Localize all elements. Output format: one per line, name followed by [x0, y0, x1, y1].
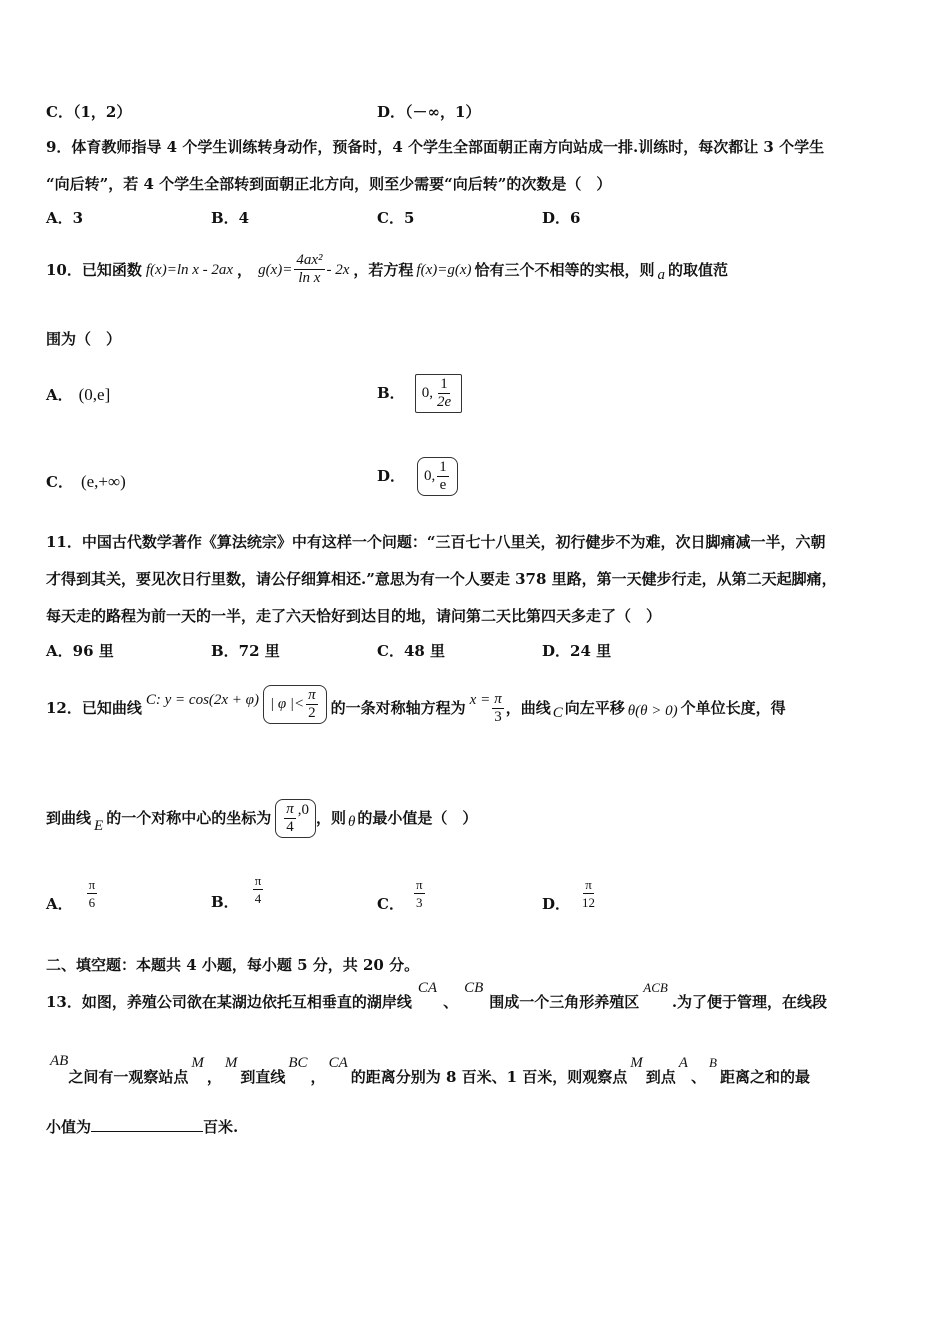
q10-option-b-num: 1: [440, 375, 448, 392]
q10-eq: f(x)=g(x): [416, 261, 472, 278]
q12-option-c-label: C．: [377, 894, 404, 913]
q11-line2: 才得到其关，要见次日行里数，请公仔细算相还.”意思为有一个人要走 378 里路，第一天健步行走，从第二天起脚痛，: [46, 570, 837, 588]
q9-line2: “向后转”，若 4 个学生全部转到面朝正北方向，则至少需要“向后转”的次数是（ ）: [46, 175, 612, 193]
q12-mid3: 向左平移: [564, 699, 625, 717]
q10-g-den: ln x: [298, 270, 321, 286]
q12-line2: [46, 790, 477, 846]
q10-option-a: [46, 385, 110, 405]
q12-option-b: [211, 872, 265, 911]
q10-option-d-num: 1: [439, 458, 447, 475]
q13-m3: M: [630, 1055, 643, 1071]
q10-option-d-label: D．: [377, 467, 406, 485]
q10-g-fraction: [294, 252, 324, 287]
q10-g-tail: - 2x: [326, 261, 350, 278]
q10-option-b-interval: [415, 374, 462, 413]
q12-option-a-label: A．: [46, 894, 73, 913]
q13-m2: M: [224, 1055, 238, 1071]
q10-option-b-left: 0,: [421, 385, 433, 401]
q13-prefix: 13．如图，养殖公司欲在某湖边依托互相垂直的湖岸线: [46, 993, 412, 1011]
q10-option-c: [46, 472, 126, 492]
q12-center-tail: ,0: [297, 802, 309, 818]
q12-center-fraction: [284, 801, 296, 836]
q10-option-b-label: B．: [377, 384, 405, 402]
q13-l2e: 距离之和的最: [719, 1068, 810, 1086]
q10-var: a: [657, 266, 666, 283]
q10-option-b: [377, 367, 462, 419]
q13-l2a: 之间有一观察站点: [68, 1068, 189, 1086]
q9-option-a: A．3: [46, 209, 84, 227]
q8-option-d: D．（－∞，1）: [377, 103, 481, 121]
q12-axis-lhs: x =: [469, 692, 491, 708]
q12-curve: C: y = cos(2x + φ): [145, 692, 259, 708]
q12-line2-after: ，则: [315, 809, 346, 827]
q12-option-b-den: 4: [254, 891, 262, 906]
q12-center: [275, 799, 316, 838]
q12-e: E: [94, 818, 104, 834]
q12-option-a: [46, 876, 99, 911]
q11-line3: 每天走的路程为前一天的一半，走了六天恰好到达目的地，请问第二天比第四天多走了（ ）: [46, 607, 662, 625]
q13-line3: [46, 1117, 238, 1137]
q13-acb: ACB: [643, 980, 668, 995]
q13-comma2: ，: [310, 1068, 326, 1086]
q13-bc: BC: [288, 1055, 308, 1071]
q10-option-b-fraction: [435, 376, 453, 411]
q10-line2: 围为（ ）: [46, 330, 122, 348]
q11-option-a: A．96 里: [46, 642, 114, 660]
q13-dun2: 、: [690, 1068, 706, 1086]
q12-option-c: [377, 876, 427, 911]
q12-c: C: [552, 705, 563, 721]
q13-line1: [46, 982, 827, 1012]
q10-mid: ，若方程: [353, 260, 414, 279]
q10-option-d-interval: [417, 457, 458, 496]
q13-m1: M: [191, 1055, 204, 1071]
q10-g-lhs: g(x)=: [258, 261, 293, 278]
q12-shift: θ(θ > 0): [627, 703, 678, 719]
q13-a: A: [678, 1055, 688, 1071]
q13-line2: [46, 1055, 810, 1087]
q13-l3a: 小值为: [46, 1118, 92, 1136]
q10-option-a-value: (0,e]: [78, 385, 111, 404]
q10-option-d-den: e: [439, 476, 447, 493]
q12-center-num: π: [286, 800, 294, 817]
q12-option-d: [542, 876, 599, 911]
q10-option-c-value: (e,+∞): [80, 472, 126, 491]
q13-comma: ，: [206, 1068, 222, 1086]
q13-l2d: 到点: [645, 1068, 676, 1086]
q12-option-a-den: 6: [88, 895, 96, 910]
q12-option-d-label: D．: [542, 894, 571, 913]
q12-cond-left: | φ |<: [269, 696, 305, 712]
q12-condition: [263, 685, 327, 724]
q12-option-c-den: 3: [415, 895, 423, 910]
q13-mid1: 围成一个三角形养殖区: [489, 993, 640, 1011]
q12-line1: [46, 680, 786, 736]
section2-title: 二、填空题：本题共 4 小题，每小题 5 分，共 20 分。: [46, 956, 420, 974]
q12-axis-fraction: [492, 691, 504, 726]
q10-option-b-den: 2e: [436, 393, 452, 410]
q12-cond-fraction: [306, 687, 318, 722]
q12-axis-den: 3: [494, 708, 502, 725]
q12-option-d-fraction: [580, 876, 597, 911]
q12-option-b-num: π: [254, 873, 262, 888]
q12-cond-num: π: [308, 686, 316, 703]
q13-ca2: CA: [328, 1055, 348, 1071]
q10-g-num: 4ax²: [296, 252, 323, 268]
q13-ab: AB: [50, 1053, 69, 1069]
q10-line1: [46, 252, 728, 287]
answer-blank[interactable]: [91, 1117, 203, 1132]
q12-option-c-fraction: [414, 876, 425, 911]
q10-prefix: 10．已知函数: [46, 260, 142, 279]
q12-option-a-num: π: [88, 877, 96, 892]
q13-b: B: [708, 1055, 717, 1070]
q12-option-b-label: B．: [211, 892, 239, 911]
q11-option-d: D．24 里: [542, 642, 612, 660]
q13-l2c: 的距离分别为 8 百米、1 百米，则观察点: [350, 1068, 628, 1086]
q10-option-d-fraction: [437, 459, 449, 494]
q11-option-b: B．72 里: [211, 642, 280, 660]
q10-f-def: f(x)=ln x - 2ax: [145, 261, 234, 278]
q13-l2b: 到直线: [240, 1068, 286, 1086]
q12-center-den: 4: [286, 818, 294, 835]
q9-option-c: C．5: [377, 209, 415, 227]
q12-mid1: 的一条对称轴方程为: [330, 699, 466, 717]
q10-end: 的取值范: [668, 260, 729, 279]
q10-option-d: [377, 450, 458, 502]
q12-option-c-num: π: [415, 877, 423, 892]
q12-theta: θ: [347, 814, 356, 830]
q10-option-c-label: C．: [46, 473, 73, 491]
q9-line1: 9．体育教师指导 4 个学生训练转身动作，预备时，4 个学生全部面朝正南方向站成一排.训练时，每次都让 3 个学生: [46, 138, 825, 156]
q13-l3b: 百米.: [203, 1118, 239, 1136]
q13-ca: CA: [417, 980, 438, 996]
q11-line1: 11．中国古代数学著作《算法统宗》中有这样一个问题：“三百七十八里关，初行健步不为难，次日脚痛减一半，六朝: [46, 533, 826, 551]
q13-dun: 、: [443, 993, 459, 1011]
q12-option-d-num: π: [585, 877, 592, 892]
q11-option-c: C．48 里: [377, 642, 446, 660]
q12-mid2: ，曲线: [505, 699, 551, 717]
q12-end1: 个单位长度，得: [680, 699, 786, 717]
q12-prefix: 12．已知曲线: [46, 699, 142, 717]
q12-cond-den: 2: [308, 704, 316, 721]
q12-axis-num: π: [494, 690, 502, 707]
q12-line2-end: 的最小值是（ ）: [357, 809, 478, 827]
q8-option-c: C．（1，2）: [46, 103, 132, 121]
q13-end1: .为了便于管理，在线段: [671, 993, 828, 1011]
q10-after: 恰有三个不相等的实根，则: [474, 260, 655, 279]
q12-line2-prefix: 到曲线: [46, 809, 92, 827]
q10-option-d-left: 0,: [424, 468, 436, 484]
q10-option-a-label: A．: [46, 386, 73, 404]
q12-line2-mid: 的一个对称中心的坐标为: [106, 809, 272, 827]
q10-sep: ，: [237, 260, 253, 279]
q12-option-a-fraction: [87, 876, 98, 911]
q12-option-d-den: 12: [582, 895, 596, 910]
q12-option-b-fraction: [253, 872, 264, 907]
q9-option-b: B．4: [211, 209, 250, 227]
q9-option-d: D．6: [542, 209, 581, 227]
q13-cb: CB: [464, 980, 484, 996]
